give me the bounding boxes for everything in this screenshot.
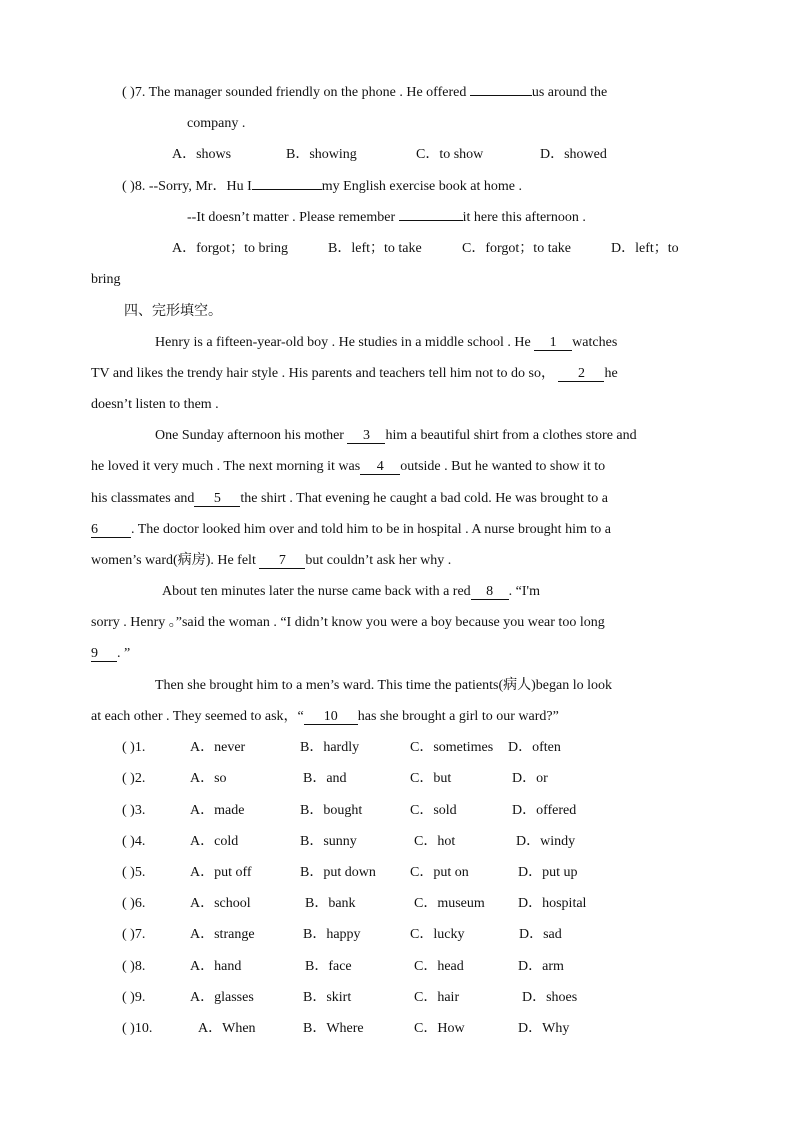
blank-1: 1 <box>534 336 572 351</box>
cloze-question: ( )1. <box>122 740 146 755</box>
answer-blank <box>252 189 322 190</box>
option-d: D．Why <box>518 1021 570 1036</box>
option-c: C．How <box>414 1021 465 1036</box>
option-a: A．shows <box>172 147 232 162</box>
blank-10: 10 <box>304 710 358 725</box>
option-d: D．showed <box>540 147 607 162</box>
passage-line: sorry . Henry 。”said the woman . “I didn’t know you were a boy because you wear too long <box>91 615 605 630</box>
option-c: C．head <box>414 959 464 974</box>
answer-blank <box>470 95 532 96</box>
answer-blank <box>399 220 463 221</box>
passage-line: 9 . ” <box>91 646 131 661</box>
option-c: C．but <box>410 771 452 786</box>
option-b: B．bank <box>305 896 356 911</box>
passage-line: his classmates and 5 the shirt . That evening he caught a bad cold. He was brought to a <box>91 491 608 506</box>
option-b: B．left；to take <box>328 241 422 256</box>
option-d-wrap: bring <box>91 272 121 287</box>
option-d: D．offered <box>512 803 577 818</box>
option-c: C．museum <box>414 896 485 911</box>
passage-line: doesn’t listen to them . <box>91 397 219 412</box>
option-a: A．strange <box>190 927 255 942</box>
cloze-question: ( )2. <box>122 771 146 786</box>
option-b: B．skirt <box>303 990 352 1005</box>
question-8-stem: ( )8. --Sorry, Mr．Hu I my English exercise book at home . <box>122 179 522 194</box>
passage-line: 6 . The doctor looked him over and told him to be in hospital . A nurse brought him to a <box>91 522 611 537</box>
cloze-question: ( )4. <box>122 834 146 849</box>
question-7-stem: ( )7. The manager sounded friendly on the phone . He offered us around the <box>122 85 608 100</box>
option-b: B．sunny <box>300 834 357 849</box>
option-d: D．arm <box>518 959 564 974</box>
option-d: D．or <box>512 771 548 786</box>
option-c: C．hair <box>414 990 460 1005</box>
blank-6: 6 <box>91 523 131 538</box>
option-a: A．never <box>190 740 246 755</box>
blank-9: 9 <box>91 647 117 662</box>
question-number: ( )8. <box>122 179 146 194</box>
option-b: B．face <box>305 959 352 974</box>
question-number: ( )7. <box>122 85 146 100</box>
passage-line: Then she brought him to a men’s ward. This time the patients(病人)began lo look <box>155 678 612 693</box>
option-c: C．put on <box>410 865 469 880</box>
passage-line: Henry is a fifteen-year-old boy . He studies in a middle school . He 1 watches <box>155 335 618 350</box>
section-heading: 四、完形填空。 <box>124 303 222 319</box>
option-a: A．made <box>190 803 245 818</box>
cloze-question: ( )10. <box>122 1021 153 1036</box>
passage-line: women’s ward(病房). He felt 7 but couldn’t ask her why . <box>91 553 452 568</box>
option-c: C．sometimes <box>410 740 494 755</box>
cloze-question: ( )5. <box>122 865 146 880</box>
option-d: D．sad <box>519 927 562 942</box>
option-c: C．forgot；to take <box>462 241 572 256</box>
option-c: C．to show <box>416 147 484 162</box>
option-d: D．put up <box>518 865 578 880</box>
blank-7: 7 <box>259 554 305 569</box>
option-a: A．put off <box>190 865 252 880</box>
option-c: C．lucky <box>410 927 465 942</box>
option-a: A．school <box>190 896 251 911</box>
option-b: B．showing <box>286 147 357 162</box>
option-a: A．so <box>190 771 227 786</box>
option-b: B．bought <box>300 803 363 818</box>
option-a: A．glasses <box>190 990 254 1005</box>
option-c: C．hot <box>414 834 456 849</box>
option-b: B．hardly <box>300 740 360 755</box>
cloze-question: ( )7. <box>122 927 146 942</box>
option-b: B．put down <box>300 865 376 880</box>
passage-line: he loved it very much . The next morning it was 4 outside . But he wanted to show it to <box>91 459 606 474</box>
option-d: D．shoes <box>522 990 578 1005</box>
option-b: B．happy <box>303 927 361 942</box>
blank-8: 8 <box>471 585 509 600</box>
option-b: B．and <box>303 771 347 786</box>
option-a: A．cold <box>190 834 239 849</box>
cloze-question: ( )9. <box>122 990 146 1005</box>
option-d: D．left；to <box>611 241 679 256</box>
passage-line: One Sunday afternoon his mother 3 him a beautiful shirt from a clothes store and <box>155 428 637 443</box>
cloze-question: ( )6. <box>122 896 146 911</box>
question-7-stem-cont: company . <box>187 116 246 131</box>
option-d: D．often <box>508 740 561 755</box>
option-d: D．windy <box>516 834 576 849</box>
blank-2: 2 <box>558 367 604 382</box>
passage-line: About ten minutes later the nurse came back with a red 8 . “I'm <box>162 584 540 599</box>
blank-3: 3 <box>347 429 385 444</box>
option-c: C．sold <box>410 803 457 818</box>
option-a: A．forgot；to bring <box>172 241 289 256</box>
option-b: B．Where <box>303 1021 364 1036</box>
option-a: A．When <box>198 1021 256 1036</box>
option-a: A．hand <box>190 959 242 974</box>
question-8-stem-cont: --It doesn’t matter . Please remember it here this afternoon . <box>187 210 586 225</box>
blank-4: 4 <box>360 460 400 475</box>
cloze-question: ( )3. <box>122 803 146 818</box>
option-d: D．hospital <box>518 896 587 911</box>
passage-line: at each other . They seemed to ask，“ 10 has she brought a girl to our ward?” <box>91 709 559 724</box>
passage-line: TV and likes the trendy hair style . His parents and teachers tell him not to do so， 2 he <box>91 366 618 381</box>
cloze-question: ( )8. <box>122 959 146 974</box>
blank-5: 5 <box>194 492 240 507</box>
